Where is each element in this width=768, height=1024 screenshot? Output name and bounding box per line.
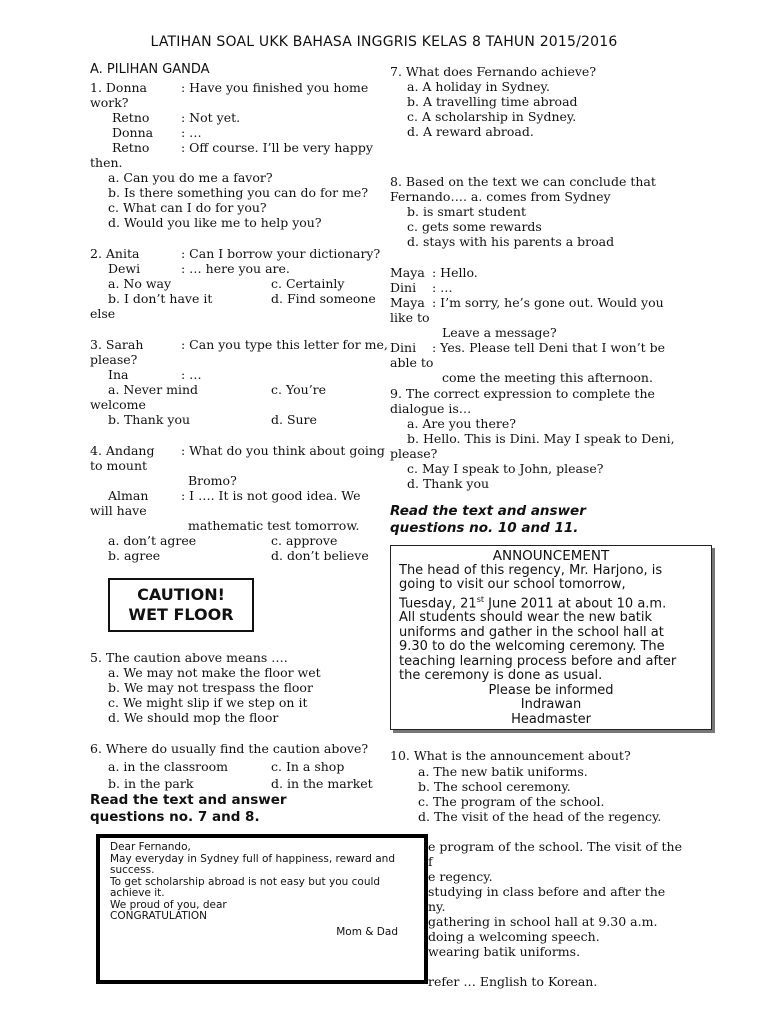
q6-option-b: b. in the park (108, 776, 194, 791)
q1-option-b: b. Is there something you can do for me? (108, 185, 369, 200)
partial-line: doing a welcoming speech. (428, 929, 600, 944)
announcement-line: All students should wear the new batik (399, 610, 653, 626)
q4-line: : What do you think about going (181, 443, 385, 458)
q2-line: : Can I borrow your dictionary? (181, 246, 381, 261)
partial-line: refer … English to Korean. (428, 974, 598, 989)
reading-heading-7-8: Read the text and answer (90, 792, 287, 808)
caution-line: WET FLOOR (128, 605, 234, 624)
q8-option-c: c. gets some rewards (407, 219, 542, 234)
caution-sign (108, 578, 254, 632)
q9-option-a: a. Are you there? (407, 416, 516, 431)
q10-option-b: b. The school ceremony. (418, 779, 571, 794)
q1-speaker: Retno (112, 140, 150, 155)
reading-heading-7-8: questions no. 7 and 8. (90, 809, 260, 825)
q4-option-b: b. agree (108, 548, 161, 563)
q2-line: else (90, 306, 116, 321)
dialog-line: like to (390, 310, 430, 325)
q1-speaker: Donna (112, 125, 154, 140)
q5-stem: 5. The caution above means …. (90, 650, 288, 665)
q2-line: : … here you are. (181, 261, 290, 276)
q1-line: : Off course. I’ll be very happy (181, 140, 373, 155)
announcement-box (390, 545, 712, 730)
page-title: LATIHAN SOAL UKK BAHASA INGGRIS KELAS 8 TAHUN 2015/2016 (150, 34, 618, 50)
letter-line: May everyday in Sydney full of happiness, reward and (110, 852, 395, 865)
letter-line: We proud of you, dear (110, 898, 227, 911)
q3-option-d: d. Sure (271, 412, 317, 427)
dialog-line: able to (390, 355, 434, 370)
q4-line: to mount (90, 458, 148, 473)
announcement-line: 9.30 to do the welcoming ceremony. The (399, 639, 665, 655)
q4-line: will have (90, 503, 147, 518)
letter-signature: Mom & Dad (336, 925, 398, 938)
q3-option-a: a. Never mind (108, 382, 199, 397)
announcement-heading: ANNOUNCEMENT (492, 548, 610, 564)
q9-stem: 9. The correct expression to complete the (390, 386, 655, 401)
dialog-line: Leave a message? (442, 325, 557, 340)
partial-line: e program of the school. The visit of the (428, 839, 682, 854)
letter-line: To get scholarship abroad is not easy but you could (110, 875, 381, 888)
q7-option-d: d. A reward abroad. (407, 124, 534, 139)
partial-line: gathering in school hall at 9.30 a.m. (428, 914, 658, 929)
q10-stem: 10. What is the announcement about? (390, 748, 631, 763)
announcement-line: The head of this regency, Mr. Harjono, is (399, 562, 663, 578)
q8-option-d: d. stays with his parents a broad (407, 234, 615, 249)
announcement-signer: Indrawan (520, 697, 582, 713)
q7-stem: 7. What does Fernando achieve? (390, 64, 597, 79)
q6-option-d: d. in the market (271, 776, 373, 791)
dialog-speaker: Dini (390, 280, 417, 295)
dialog-line: : Yes. Please tell Deni that I won’t be (432, 340, 666, 355)
partial-line: studying in class before and after the (428, 884, 666, 899)
q7-option-a: a. A holiday in Sydney. (407, 79, 550, 94)
q9-option-b: b. Hello. This is Dini. May I speak to Deni, (407, 431, 675, 446)
dialog-line: : … (432, 280, 453, 295)
dialog-line: : I’m sorry, he’s gone out. Would you (432, 295, 664, 310)
q1-line: : … (181, 125, 202, 140)
q4-option-a: a. don’t agree (108, 533, 197, 548)
q3-option-b: b. Thank you (108, 412, 191, 427)
q3-line: please? (90, 352, 138, 367)
q4-speaker: Alman (108, 488, 149, 503)
q6-option-c: c. In a shop (271, 759, 345, 774)
q9-option-d: d. Thank you (407, 476, 490, 491)
q2-option-a: a. No way (108, 276, 172, 291)
q4-option-c: c. approve (271, 533, 338, 548)
q2-option-d: d. Find someone (271, 291, 376, 306)
letter-line: achieve it. (110, 887, 165, 899)
q3-line: : … (181, 367, 202, 382)
section-heading: A. PILIHAN GANDA (90, 62, 210, 77)
announcement-text: Tuesday, 21 (399, 595, 477, 611)
announcement-text: June 2011 at about 10 a.m. (484, 595, 667, 611)
q10-option-a: a. The new batik uniforms. (418, 764, 588, 779)
partial-line: wearing batik uniforms. (428, 944, 581, 959)
q6-option-a: a. in the classroom (108, 759, 229, 774)
announcement-sup: st (476, 594, 485, 604)
q3-speaker: Ina (108, 367, 129, 382)
q1-speaker: Retno (112, 110, 150, 125)
q3-speaker: 3. Sarah (90, 337, 144, 352)
dialog-line: : Hello. (432, 265, 478, 280)
q1-line: : Not yet. (181, 110, 241, 125)
q2-option-c: c. Certainly (271, 276, 345, 291)
q7-option-b: b. A travelling time abroad (407, 94, 578, 109)
partial-line: f (428, 854, 433, 869)
dialog-speaker: Dini (390, 340, 417, 355)
letter-box (96, 834, 428, 984)
q10-option-d: d. The visit of the head of the regency. (418, 809, 662, 824)
announcement-line: going to visit our school tomorrow, (399, 577, 626, 592)
q3-option-c: c. You’re (271, 382, 327, 397)
q7-option-c: c. A scholarship in Sydney. (407, 109, 577, 124)
q4-speaker: 4. Andang (90, 443, 155, 458)
announcement-signer-title: Headmaster (511, 711, 591, 727)
reading-heading-10-11: questions no. 10 and 11. (390, 520, 579, 536)
announcement-line: uniforms and gather in the school hall at (399, 624, 664, 640)
q1-option-d: d. Would you like me to help you? (108, 215, 322, 230)
q1-option-a: a. Can you do me a favor? (108, 170, 273, 185)
q5-option-a: a. We may not make the floor wet (108, 665, 321, 680)
announcement-line: teaching learning process before and after (399, 653, 677, 669)
q10-option-c: c. The program of the school. (418, 794, 605, 809)
q1-line: work? (90, 95, 129, 110)
q1-line: then. (90, 155, 123, 170)
dialog-speaker: Maya (390, 265, 425, 280)
dialog-speaker: Maya (390, 295, 425, 310)
partial-line: e regency. (428, 869, 493, 884)
q3-line: : Can you type this letter for me, (181, 337, 388, 352)
reading-heading-10-11: Read the text and answer (390, 503, 586, 519)
q1-line: : Have you finished you home (181, 80, 369, 95)
q6-stem: 6. Where do usually find the caution above? (90, 741, 369, 756)
q9-stem: dialogue is… (390, 401, 472, 416)
q9-option-b: please? (390, 446, 438, 461)
partial-line: ny. (428, 899, 446, 914)
caution-line: CAUTION! (137, 585, 225, 604)
q1-option-c: c. What can I do for you? (108, 200, 267, 215)
q2-speaker: 2. Anita (90, 246, 140, 261)
announcement-line (399, 593, 703, 612)
q5-option-c: c. We might slip if we step on it (108, 695, 308, 710)
letter-line: success. (110, 864, 155, 876)
announcement-closing: Please be informed (488, 682, 614, 698)
q3-line: welcome (90, 397, 146, 412)
q2-speaker: Dewi (108, 261, 141, 276)
q9-option-c: c. May I speak to John, please? (407, 461, 604, 476)
dialog-line: come the meeting this afternoon. (442, 370, 653, 385)
q5-option-b: b. We may not trespass the floor (108, 680, 313, 695)
q5-option-d: d. We should mop the floor (108, 710, 279, 725)
q4-option-d: d. don’t believe (271, 548, 369, 563)
letter-line: CONGRATULATION (110, 910, 208, 922)
q8-stem: 8. Based on the text we can conclude that (390, 174, 656, 189)
q4-line: mathematic test tomorrow. (188, 518, 360, 533)
q4-line: Bromo? (188, 473, 237, 488)
announcement-line: the ceremony is done as usual. (399, 668, 603, 684)
q4-line: : I …. It is not good idea. We (181, 488, 361, 503)
q8-stem: Fernando…. a. comes from Sydney (390, 189, 611, 204)
q2-option-b: b. I don’t have it (108, 291, 213, 306)
q8-option-b: b. is smart student (407, 204, 526, 219)
letter-greeting: Dear Fernando, (110, 841, 191, 853)
q1-speaker: 1. Donna (90, 80, 148, 95)
